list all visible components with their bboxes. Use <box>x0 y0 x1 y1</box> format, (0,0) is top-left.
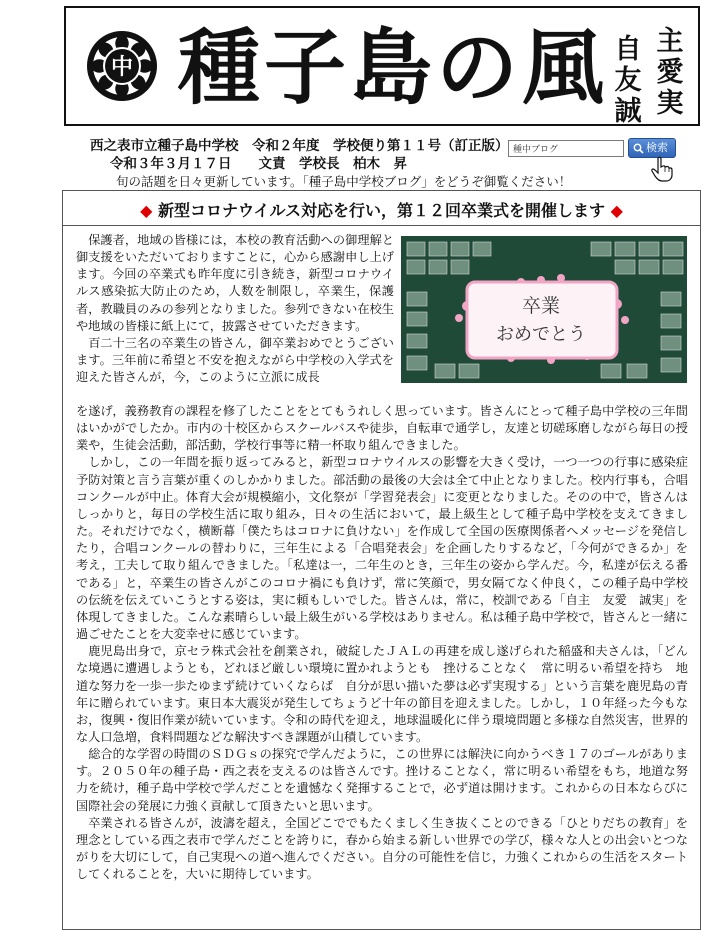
hand-pointer-icon <box>650 156 674 182</box>
headline-text: 新型コロナウイルス対応を行い，第１２回卒業式を開催します <box>157 201 606 220</box>
date-author: 令和３年３月１７日 文責 学校長 柏木 昇 <box>110 156 407 172</box>
motto-char: 主 <box>656 26 684 57</box>
newsletter-title: 種子島の風 <box>178 20 609 116</box>
search-button-label: 検索 <box>646 141 668 154</box>
motto-char: 誠 <box>614 96 642 127</box>
motto-char: 友 <box>614 65 642 96</box>
article-body-main <box>76 403 688 883</box>
motto-column-left <box>612 34 644 127</box>
issue-info: 西之表市立種子島中学校 令和２年度 学校便り第１１号（訂正版） <box>90 138 509 154</box>
diamond-bullet: ◆ <box>140 201 153 220</box>
headline-divider <box>62 225 701 226</box>
paragraph: 百二十三名の卒業生の皆さん，御卒業おめでとうございます。三年前に希望と不安を抱えながら中学校の入学式を迎えた皆さんが，今，このように立派に成長 <box>76 335 394 385</box>
article-headline <box>62 198 701 221</box>
emblem-text: 中 <box>110 55 134 80</box>
paragraph: 鹿児島出身で，京セラ株式会社を創業され，破綻したＪＡＬの再建を成し遂げられた稲盛和夫さんは，「どんな境遇に遭遇しようとも，どれほど厳しい環境に置かれようとも 挫けることなく 常に明るい希望を持ち 地道な努力を一歩一歩たゆまず続けていくならば 自分が思い描いた夢は必ず実現する」という言葉を鹿児島の青年に贈られています。東日本大震災が発生してちょうど十年の節目を迎えました。しかし，１０年経った今もなお，復興・復旧作業が続いています。令和の時代を迎え，地球温暖化に伴う環境問題と多様な自然災害，世界的な人口急増，食料問題などな解決すべき課題が山積しています。 <box>76 644 688 744</box>
photo-sign-line2: おめでとう <box>496 324 586 345</box>
masthead <box>64 6 700 126</box>
graduation-board-photo <box>401 236 687 383</box>
blog-search-input[interactable] <box>508 140 624 157</box>
motto-char: 愛 <box>656 57 684 88</box>
motto-char: 自 <box>614 34 642 65</box>
photo-sign-line1: 卒業 <box>521 295 561 317</box>
motto-char: 実 <box>656 88 684 119</box>
blog-notice: 旬の話題を日々更新しています。「種子島中学校ブログ」をどうぞ御覧ください！ <box>116 174 572 189</box>
paragraph: 保護者，地域の皆様には，本校の教育活動への御理解と御支援をいただいておりますことに，心から感謝申し上げます。今回の卒業式も昨年度に引き続き，新型コロナウイルス感染拡大防止のため，人数を制限し，卒業生，保護者，教職員のみの参列となりました。参列できない在校生や地域の皆様に紙上にて，披露させていただきます。 <box>76 233 394 333</box>
paragraph: を遂げ，義務教育の課程を修了したことをとてもうれしく思っています。皆さんにとって種子島中学校の三年間はいかがでしたか。市内の十校区からスクールバスや徒歩，自転車で通学し，友達と切磋琢磨しながら毎日の授業や，生徒会活動，部活動，学校行事等に精一杯取り組んできました。 <box>76 404 688 453</box>
motto-column-right <box>654 26 686 119</box>
school-emblem-icon <box>86 30 158 102</box>
paragraph: しかし，この一年間を振り返ってみると，新型コロナウイルスの影響を大きく受け，一つ一つの行事に感染症予防対策と言う言葉が重くのしかかりました。部活動の最後の大会は全て中止となりました。校内行事も，合唱コンクールが中止。体育大会が規模縮小，文化祭が「学習発表会」に変更となりました。そのの中で，皆さんはしっかりと，毎日の学校生活に取り組み，日々の生活において，最上級生として種子島中学校を支えてきました。それだけでなく，横断幕「僕たちはコロナに負けない」を作成して全国の医療関係者へメッセージを発信したり，合唱コンクールの替わりに，三年生による「合唱発表会」を企画したりするなど，「今何ができるか」を考え，工夫して取り組んできました。「私達は一，二年生のとき，三年生の姿から学んだ。今，私達が伝える番である」と，卒業生の皆さんがこのコロナ禍にも負けず，常に笑顔で，男女隔てなく仲良く，この種子島中学校の伝統を伝えていこうとする姿は，実に頼もしいでした。皆さんは，常に，校訓である「自主 友愛 誠実」を体現してきました。こんな素晴らしい最上級生がいる学校はありません。私は種子島中学校で，皆さんと一緒に過ごせたことを大変幸せに感じています。 <box>76 455 688 642</box>
diamond-bullet: ◆ <box>610 201 623 220</box>
article-body-top <box>76 232 394 386</box>
search-icon <box>633 143 644 154</box>
paragraph: 総合的な学習の時間のＳＤＧｓの探究で学んだように，この世界には解決に向かうべき１７のゴールがあります。２０５０年の種子島・西之表を支えるのは皆さんです。挫けることなく，常に明るい希望をもち，地道な努力を続け，種子島中学校で学んだことを遺憾なく発揮することで，必ず道は開けます。これからの日本ならびに国際社会の発展に力強く貢献して頂きたいと思います。 <box>76 747 688 813</box>
paragraph: 卒業される皆さんが，波濤を超え，全国どこででもたくましく生き抜くことのできる「ひとりだちの教育」を理念としている西之表市で学んだことを誇りに，春から始まる新しい世界での学び，様々な人との出会いとつながりを大切にして，自己実現への道へ進んでください。自分の可能性を信じ，力強くこれからの生活をスタートしてくれることを，大いに期待しています。 <box>76 815 688 882</box>
search-button[interactable] <box>628 138 676 158</box>
